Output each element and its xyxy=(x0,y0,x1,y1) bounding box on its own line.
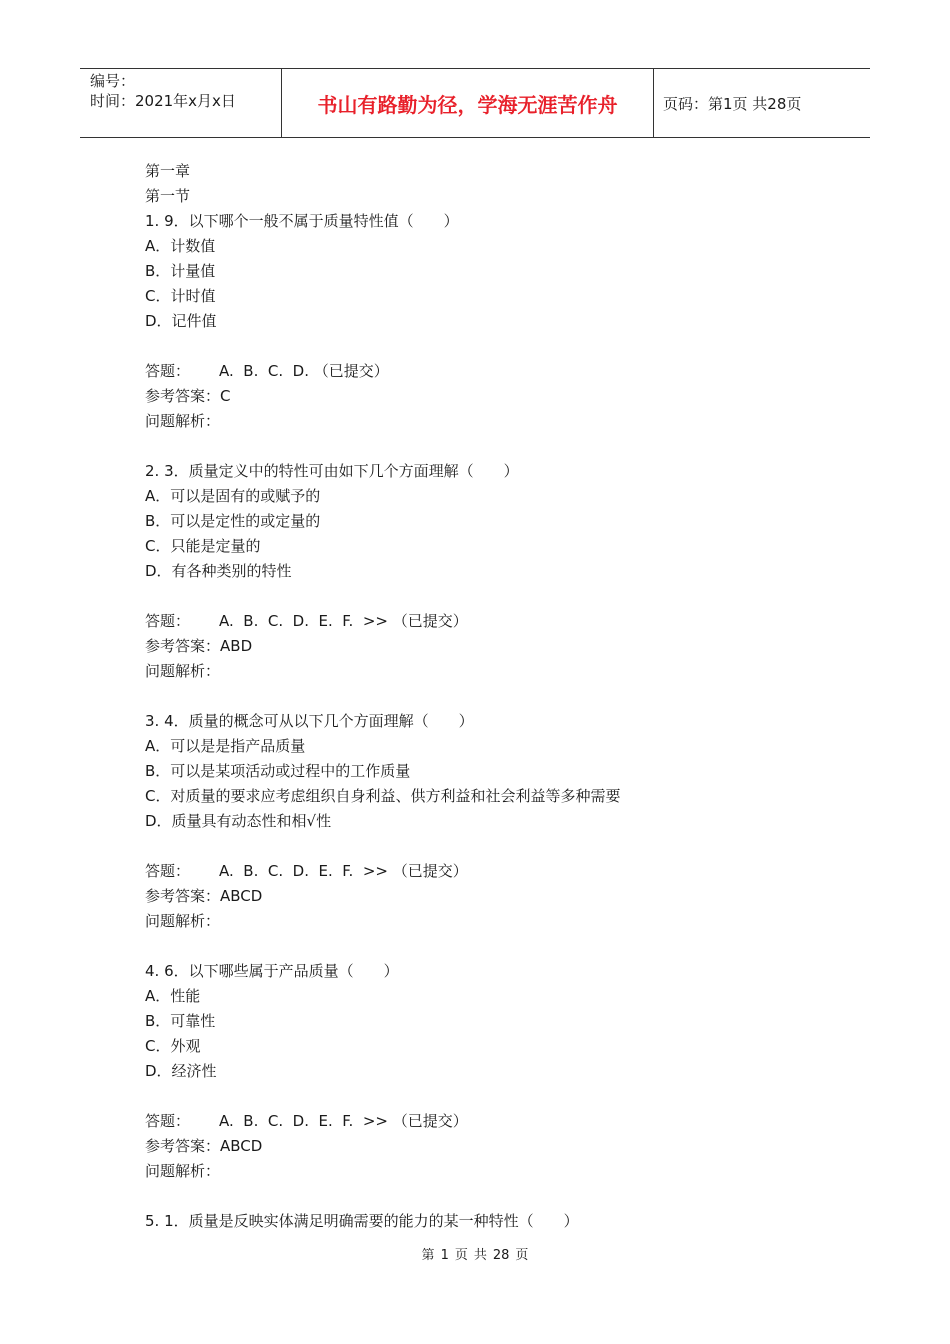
header-page-cell xyxy=(654,69,870,137)
footer-total-pages: 28 xyxy=(492,1248,510,1263)
number-label: 编号： xyxy=(90,72,136,90)
option-a: A．可以是固有的或赋予的 xyxy=(145,487,321,505)
answer-choices: A. B. C. D. （已提交） xyxy=(219,362,389,380)
question-title: 2. 3．质量定义中的特性可由如下几个方面理解（ ） xyxy=(145,462,519,480)
section-heading: 第一节 xyxy=(145,187,191,205)
option-c: C．计时值 xyxy=(145,287,216,305)
analysis-label: 问题解析： xyxy=(145,412,221,430)
question-block xyxy=(145,459,865,709)
answer-choices: A. B. C. D. E. F. >> （已提交） xyxy=(219,612,468,630)
reference-answer: ABCD xyxy=(220,1137,263,1155)
reference-label: 参考答案： xyxy=(145,387,221,405)
option-d: D．质量具有动态性和相√性 xyxy=(145,812,332,830)
reference-answer: ABD xyxy=(220,637,253,655)
option-a: A．计数值 xyxy=(145,237,216,255)
option-a: A．性能 xyxy=(145,987,201,1005)
option-c: C．对质量的要求应考虑组织自身利益、供方利益和社会利益等多种需要 xyxy=(145,787,621,805)
reference-label: 参考答案： xyxy=(145,637,221,655)
option-d: D．经济性 xyxy=(145,1062,217,1080)
footer-di: 第 xyxy=(421,1248,435,1263)
answer-line xyxy=(145,609,865,634)
time-label: 时间：2021年x月x日 xyxy=(90,92,236,110)
question-title: 5. 1．质量是反映实体满足明确需要的能力的某一种特性（ ） xyxy=(145,1212,579,1230)
question-title: 4. 6．以下哪些属于产品质量（ ） xyxy=(145,962,399,980)
option-b: B．计量值 xyxy=(145,262,216,280)
motto: 书山有路勤为径，学海无涯苦作舟 xyxy=(317,93,618,117)
footer-page-number: 1 xyxy=(440,1248,449,1263)
header-motto-cell xyxy=(282,69,654,137)
option-d: D．有各种类别的特性 xyxy=(145,562,292,580)
question-block xyxy=(145,709,865,959)
answer-choices: A. B. C. D. E. F. >> （已提交） xyxy=(219,1112,468,1130)
reference-line xyxy=(145,1134,865,1159)
option-b: B．可以是定性的或定量的 xyxy=(145,512,321,530)
option-b: B．可靠性 xyxy=(145,1012,216,1030)
header-meta-cell xyxy=(80,69,282,137)
analysis-label: 问题解析： xyxy=(145,662,221,680)
reference-line xyxy=(145,634,865,659)
option-c: C．外观 xyxy=(145,1037,201,1055)
option-d: D．记件值 xyxy=(145,312,217,330)
reference-line xyxy=(145,384,865,409)
option-c: C．只能是定量的 xyxy=(145,537,261,555)
answer-line xyxy=(145,359,865,384)
option-b: B．可以是某项活动或过程中的工作质量 xyxy=(145,762,411,780)
question-block xyxy=(145,209,865,459)
option-a: A．可以是是指产品质量 xyxy=(145,737,306,755)
answer-label: 答题： xyxy=(145,1112,191,1130)
answer-label: 答题： xyxy=(145,862,191,880)
chapter-heading: 第一章 xyxy=(145,162,191,180)
question-title: 3. 4．质量的概念可从以下几个方面理解（ ） xyxy=(145,712,474,730)
reference-answer: ABCD xyxy=(220,887,263,905)
answer-line xyxy=(145,1109,865,1134)
reference-answer: C xyxy=(220,387,231,405)
answer-label: 答题： xyxy=(145,362,191,380)
footer-ye: 页 xyxy=(515,1248,529,1263)
answer-line xyxy=(145,859,865,884)
document-body xyxy=(145,159,865,1234)
reference-line xyxy=(145,884,865,909)
footer-gong: 共 xyxy=(473,1248,487,1263)
page-footer xyxy=(0,1246,950,1266)
question-title: 1. 9．以下哪个一般不属于质量特性值（ ） xyxy=(145,212,459,230)
analysis-label: 问题解析： xyxy=(145,912,221,930)
reference-label: 参考答案： xyxy=(145,1137,221,1155)
answer-label: 答题： xyxy=(145,612,191,630)
reference-label: 参考答案： xyxy=(145,887,221,905)
document-header xyxy=(80,68,870,138)
analysis-label: 问题解析： xyxy=(145,1162,221,1180)
page-info: 页码：第1页 共28页 xyxy=(663,95,802,113)
footer-ye: 页 xyxy=(454,1248,468,1263)
answer-choices: A. B. C. D. E. F. >> （已提交） xyxy=(219,862,468,880)
question-block xyxy=(145,959,865,1209)
